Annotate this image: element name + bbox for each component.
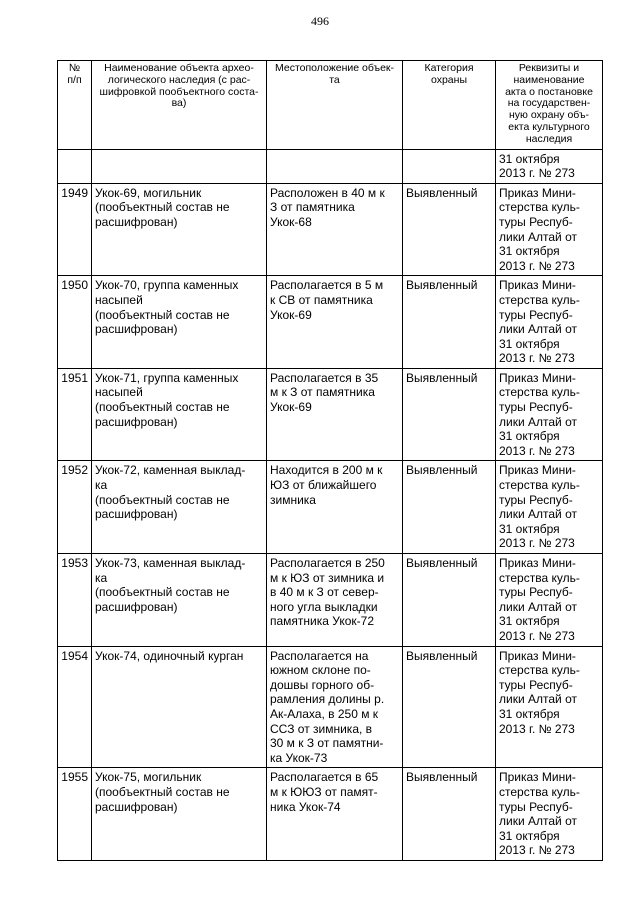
cell-document: Приказ Мини- стерства куль- туры Респуб- лики Алтай от 31 октября 2013 г. № 273 [496,768,603,861]
table-row [58,461,603,554]
cell-category: Выявленный [403,461,496,554]
table-row [58,276,603,369]
table-row [58,646,603,768]
cell-num: 1953 [58,554,92,647]
cell-location: Располагается в 5 м к СВ от памятника Укок-69 [267,276,403,369]
cell-document: 31 октября 2013 г. № 273 [496,149,603,183]
cell-name [92,149,267,183]
cell-location: Расположен в 40 м к З от памятника Укок-68 [267,183,403,276]
table-row [58,554,603,647]
cell-location: Располагается в 35 м к З от памятника Укок-69 [267,368,403,461]
cell-document: Приказ Мини- стерства куль- туры Респуб- лики Алтай от 31 октября 2013 г. № 273 [496,646,603,768]
cell-document: Приказ Мини- стерства куль- туры Респуб- лики Алтай от 31 октября 2013 г. № 273 [496,368,603,461]
cell-name: Укок-70, группа каменных насыпей (пообъектный состав не расшифрован) [92,276,267,369]
page-number: 496 [311,14,329,28]
continuation-row [58,149,603,183]
cell-name: Укок-69, могильник (пообъектный состав не расшифрован) [92,183,267,276]
cell-category: Выявленный [403,183,496,276]
cell-location: Располагается в 250 м к ЮЗ от зимника и в 40 м к З от север- ного угла выкладки памятника Укок-72 [267,554,403,647]
cell-location: Располагается на южном склоне по- дошвы горного об- рамления долины р. Ак-Алаха, в 250 м к ССЗ от зимника, в 30 м к З от памятни- ка Укок-73 [267,646,403,768]
cell-category: Выявленный [403,554,496,647]
cell-num: 1952 [58,461,92,554]
heritage-registry-table [57,60,603,861]
header-location: Местоположение объек- та [267,61,403,150]
header-category: Категория охраны [403,61,496,150]
cell-name: Укок-71, группа каменных насыпей (пообъектный состав не расшифрован) [92,368,267,461]
header-name: Наименование объекта архео- логического наследия (с рас- шифровкой пообъектного соста- ва) [92,61,267,150]
cell-document: Приказ Мини- стерства куль- туры Респуб- лики Алтай от 31 октября 2013 г. № 273 [496,461,603,554]
table-row [58,368,603,461]
table-row [58,183,603,276]
cell-location [267,149,403,183]
cell-category: Выявленный [403,768,496,861]
cell-name: Укок-73, каменная выклад- ка (пообъектный состав не расшифрован) [92,554,267,647]
cell-num: 1955 [58,768,92,861]
cell-num: 1951 [58,368,92,461]
cell-category: Выявленный [403,368,496,461]
cell-category: Выявленный [403,276,496,369]
cell-category: Выявленный [403,646,496,768]
cell-num [58,149,92,183]
cell-name: Укок-74, одиночный курган [92,646,267,768]
cell-name: Укок-72, каменная выклад- ка (пообъектный состав не расшифрован) [92,461,267,554]
cell-document: Приказ Мини- стерства куль- туры Респуб- лики Алтай от 31 октября 2013 г. № 273 [496,183,603,276]
cell-num: 1950 [58,276,92,369]
cell-location: Располагается в 65 м к ЮЮЗ от памят- ника Укок-74 [267,768,403,861]
cell-name: Укок-75, могильник (пообъектный состав не расшифрован) [92,768,267,861]
cell-document: Приказ Мини- стерства куль- туры Респуб- лики Алтай от 31 октября 2013 г. № 273 [496,276,603,369]
table-row [58,768,603,861]
cell-category [403,149,496,183]
header-num: № п/п [58,61,92,150]
cell-num: 1954 [58,646,92,768]
cell-location: Находится в 200 м к ЮЗ от ближайшего зимника [267,461,403,554]
cell-document: Приказ Мини- стерства куль- туры Респуб- лики Алтай от 31 октября 2013 г. № 273 [496,554,603,647]
table-header-row [58,61,603,150]
header-document: Реквизиты и наименование акта о постановке на государствен- ную охрану объ- екта культурного наследия [496,61,603,150]
cell-num: 1949 [58,183,92,276]
